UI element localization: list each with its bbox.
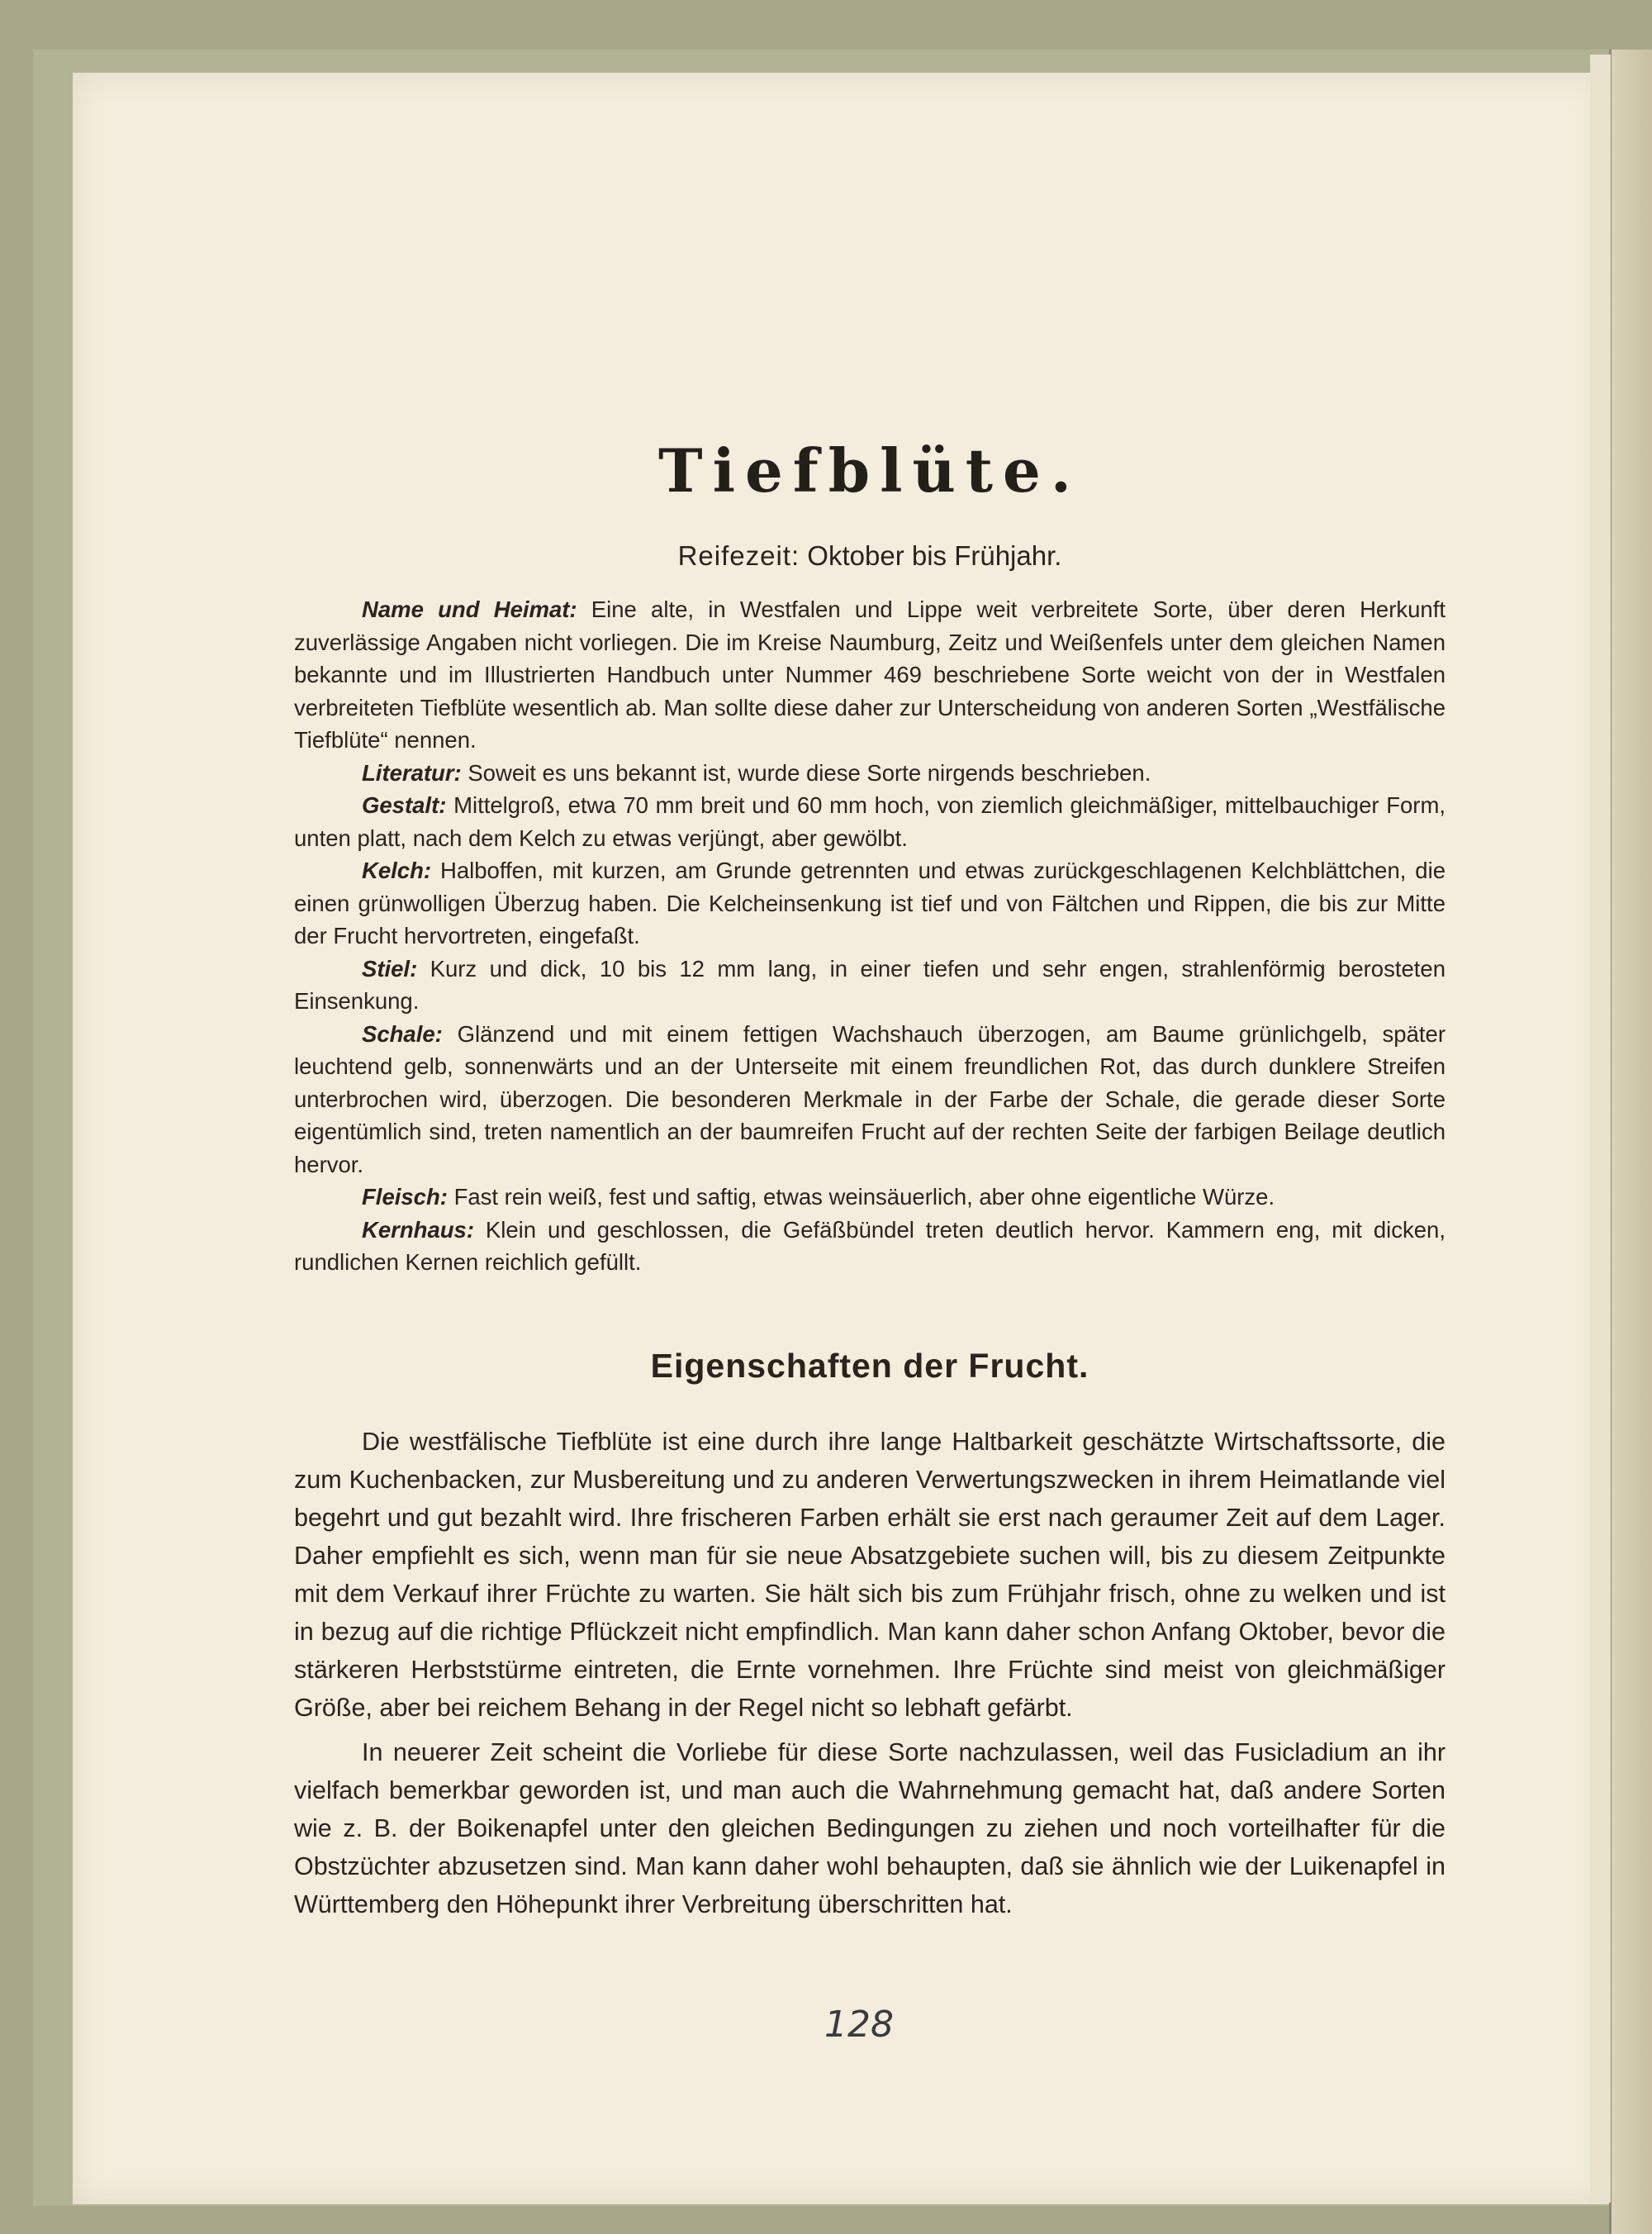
- page-edge-strip: [1590, 55, 1611, 2203]
- entry-term: Stiel:: [362, 955, 418, 982]
- ripening-time: [294, 535, 1446, 577]
- entry-term: Schale:: [362, 1020, 443, 1047]
- entry-literatur: [294, 757, 1446, 790]
- entry-text: Mittelgroß, etwa 70 mm breit und 60 mm hoch, von ziemlich gleichmäßiger, mittelbauchiger Form, unten platt, nach dem Kelch zu etwas verjüngt, aber gewölbt.: [294, 792, 1446, 851]
- ripening-time-label: Reifezeit:: [677, 540, 800, 571]
- paragraph: Die westfälische Tiefblüte ist eine durch ihre lange Haltbarkeit geschätzte Wirtschaftssorte, die zum Kuchenbacken, zur Musbereitung und zu anderen Verwertungszwecken in ihrem Heimatlande viel begehrt und gut bezahlt wird. Ihre frischeren Farben erhält sie erst nach geraumer Zeit auf dem Lager. Daher empfiehlt es sich, wenn man für sie neue Absatzgebiete suchen will, bis zu diesem Zeitpunkte mit dem Verkauf ihrer Früchte zu warten. Sie hält sich bis zum Frühjahr frisch, ohne zu welken und ist in bezug auf die richtige Pflückzeit nicht empfindlich. Man kann daher schon Anfang Oktober, bevor die stärkeren Herbststürme eintreten, die Ernte vornehmen. Ihre Früchte sind meist von gleichmäßiger Größe, aber bei reichem Behang in der Regel nicht so lebhaft gefärbt.: [294, 1427, 1446, 1722]
- entry-term: Gestalt:: [362, 792, 447, 818]
- entry-term: Name und Heimat:: [362, 597, 577, 622]
- entry-term: Literatur:: [362, 759, 462, 786]
- entry-text: Halboffen, mit kurzen, am Grunde getrennten und etwas zurückgeschlagenen Kelchblättchen, die einen grünwolligen Überzug haben. Die Kelcheinsenkung ist tief und von Fältchen und Rippen, die bis zur Mitte der Frucht hervortreten, eingefaßt.: [294, 858, 1446, 948]
- entry-text: Fast rein weiß, fest und saftig, etwas weinsäuerlich, aber ohne eigentliche Würze.: [453, 1184, 1275, 1210]
- paragraph: In neuerer Zeit scheint die Vorliebe für diese Sorte nachzulassen, weil das Fusicladium an ihr vielfach bemerkbar geworden ist, und man auch die Wahrnehmung gemacht hat, daß andere Sorten wie z. B. der Boikenapfel unter den gleichen Bedingungen zu ziehen und noch vorteilhafter für die Obstzüchter abzusetzen sind. Man kann daher wohl behaupten, daß sie ähnlich wie der Luikenapfel in Württemberg den Höhepunkt ihrer Verbreitung überschritten hat.: [294, 1737, 1446, 1918]
- entry-term: Fleisch:: [362, 1184, 448, 1210]
- entry-text: Kurz und dick, 10 bis 12 mm lang, in einer tiefen und sehr engen, strahlenförmig berosteten Einsenkung.: [294, 955, 1446, 1014]
- ripening-time-value: Oktober bis Frühjahr.: [807, 540, 1062, 571]
- entry-name-und-heimat: [294, 593, 1446, 757]
- entry-text: Eine alte, in Westfalen und Lippe weit verbreitete Sorte, über deren Herkunft zuverlässige Angaben nicht vorliegen. Die im Kreise Naumburg, Zeitz und Weißenfels unter dem gleichen Namen bekannte und im Illustrierten Handbuch unter Nummer 469 beschriebene Sorte weicht von der in Westfalen verbreiteten Tiefblüte wesentlich ab. Man sollte diese daher zur Unterscheidung von anderen Sorten „Westfälische Tiefblüte“ nennen.: [294, 597, 1446, 753]
- entry-text: Glänzend und mit einem fettigen Wachshauch überzogen, am Baume grünlichgelb, später leuchtend gelb, sonnenwärts und an der Unterseite mit einem freundlichen Rot, das durch dunklere Streifen unterbrochen wird, überzogen. Die besonderen Merkmale in der Farbe der Schale, die gerade dieser Sorte eigentümlich sind, treten namentlich an der baumreifen Frucht auf der rechten Seite der farbigen Beilage deutlich hervor.: [294, 1020, 1446, 1177]
- next-page-edge: [1609, 50, 1652, 2234]
- entry-gestalt: [294, 789, 1446, 854]
- entry-kernhaus: [294, 1214, 1446, 1279]
- entry-schale: [294, 1018, 1446, 1181]
- description-entries: [294, 593, 1446, 1279]
- entry-fleisch: [294, 1181, 1446, 1214]
- entry-text: Klein und geschlossen, die Gefäßbündel treten deutlich hervor. Kammern eng, mit dicken, rundlichen Kernen reichlich gefüllt.: [294, 1216, 1446, 1275]
- page-content: [294, 430, 1446, 1930]
- page-title: Tiefblüte.: [658, 435, 1081, 506]
- entry-term: Kernhaus:: [362, 1216, 474, 1243]
- entry-kelch: [294, 854, 1446, 953]
- entry-text: Soweit es uns bekannt ist, wurde diese Sorte nirgends beschrieben.: [468, 759, 1151, 786]
- section-body: [294, 1423, 1446, 1923]
- page-number: 128: [824, 2003, 894, 2046]
- entry-term: Kelch:: [362, 858, 432, 883]
- section-title: Eigenschaften der Frucht.: [650, 1346, 1089, 1385]
- entry-stiel: [294, 953, 1446, 1018]
